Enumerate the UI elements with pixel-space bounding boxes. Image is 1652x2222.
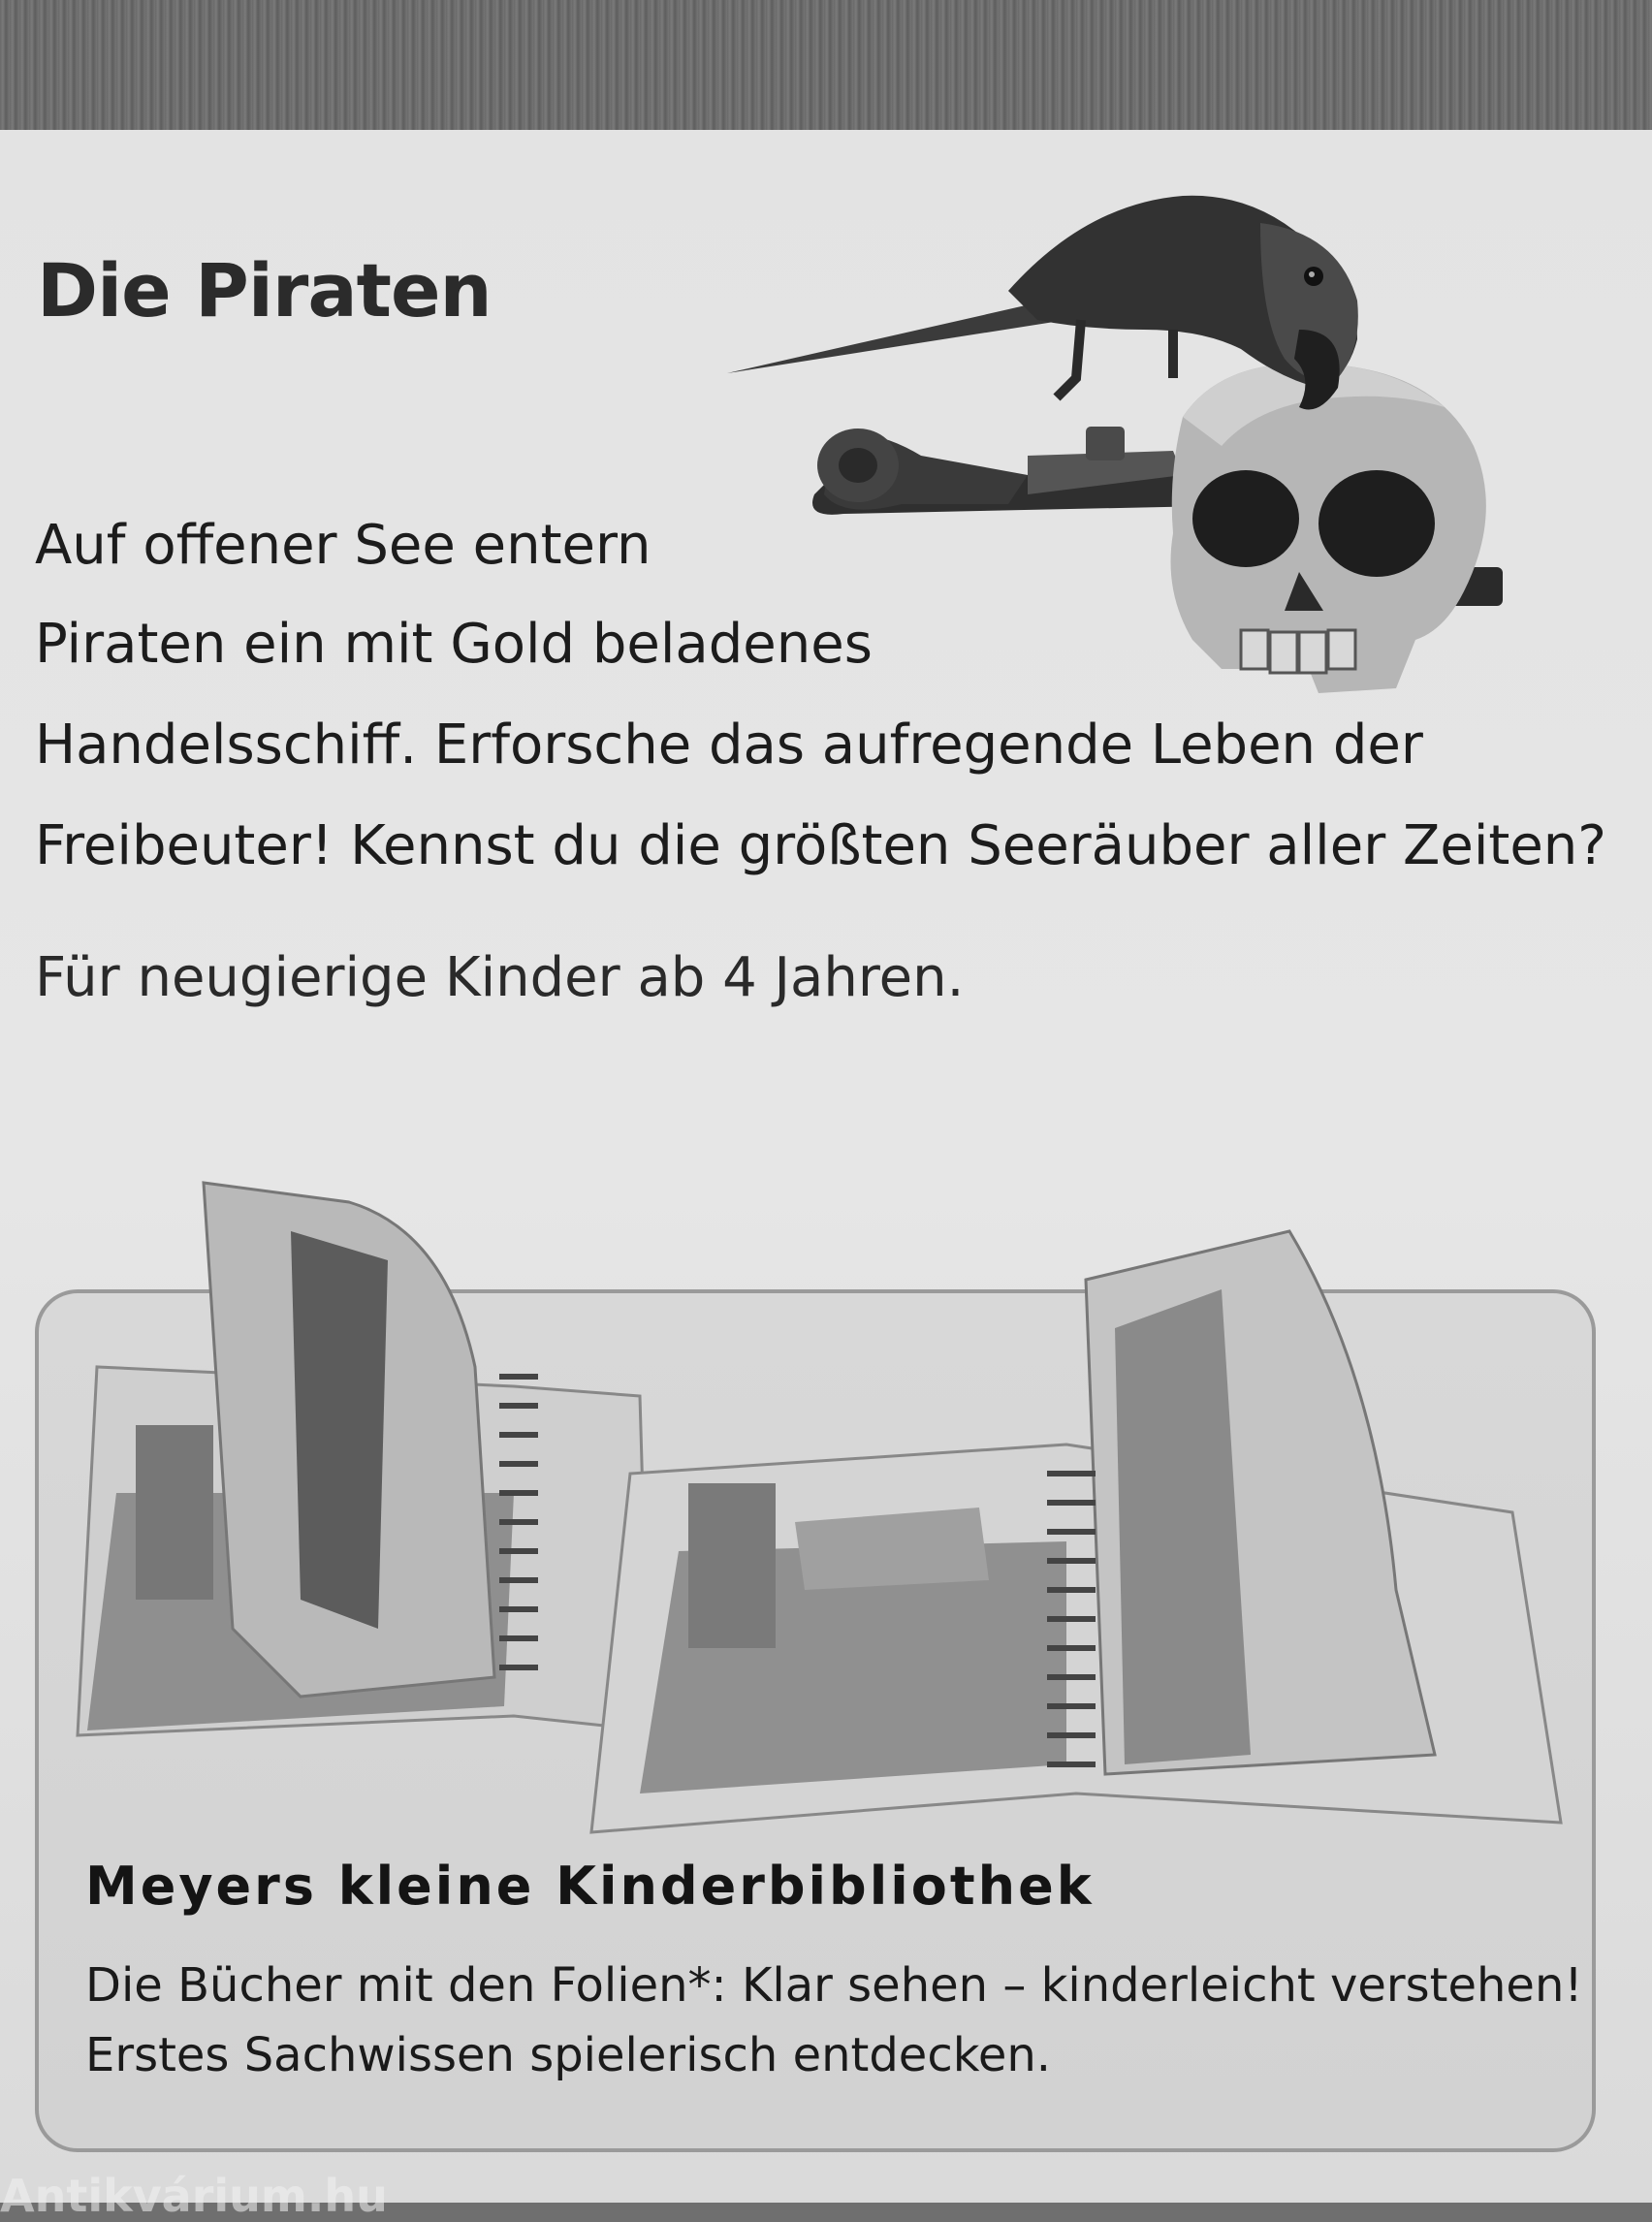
series-tagline-line: Erstes Sachwissen spielerisch entdecken. [85, 2028, 1052, 2082]
book-title: Die Piraten [37, 247, 492, 333]
book-preview-left [78, 1183, 650, 1735]
skull-icon [1171, 364, 1486, 693]
series-title: Meyers kleine Kinderbibliothek [85, 1856, 1095, 1917]
pirate-illustration [717, 184, 1619, 708]
description-line: Freibeuter! Kennst du die größten Seeräuber aller Zeiten? [35, 814, 1607, 877]
book-preview-right [591, 1231, 1561, 1832]
background-strip [0, 0, 1652, 134]
book-preview-illustration [58, 1173, 1571, 1842]
age-recommendation: Für neugierige Kinder ab 4 Jahren. [35, 946, 965, 1009]
description-line: Handelsschiff. Erforsche das aufregende Leben der [35, 714, 1423, 777]
series-tagline-line: Die Bücher mit den Folien*: Klar sehen – kinderleicht verstehen! [85, 1958, 1583, 2013]
description-line: Auf offener See entern [35, 514, 651, 577]
description-line: Piraten ein mit Gold beladenes [35, 613, 873, 676]
watermark: Antikvárium.hu [0, 2170, 388, 2222]
